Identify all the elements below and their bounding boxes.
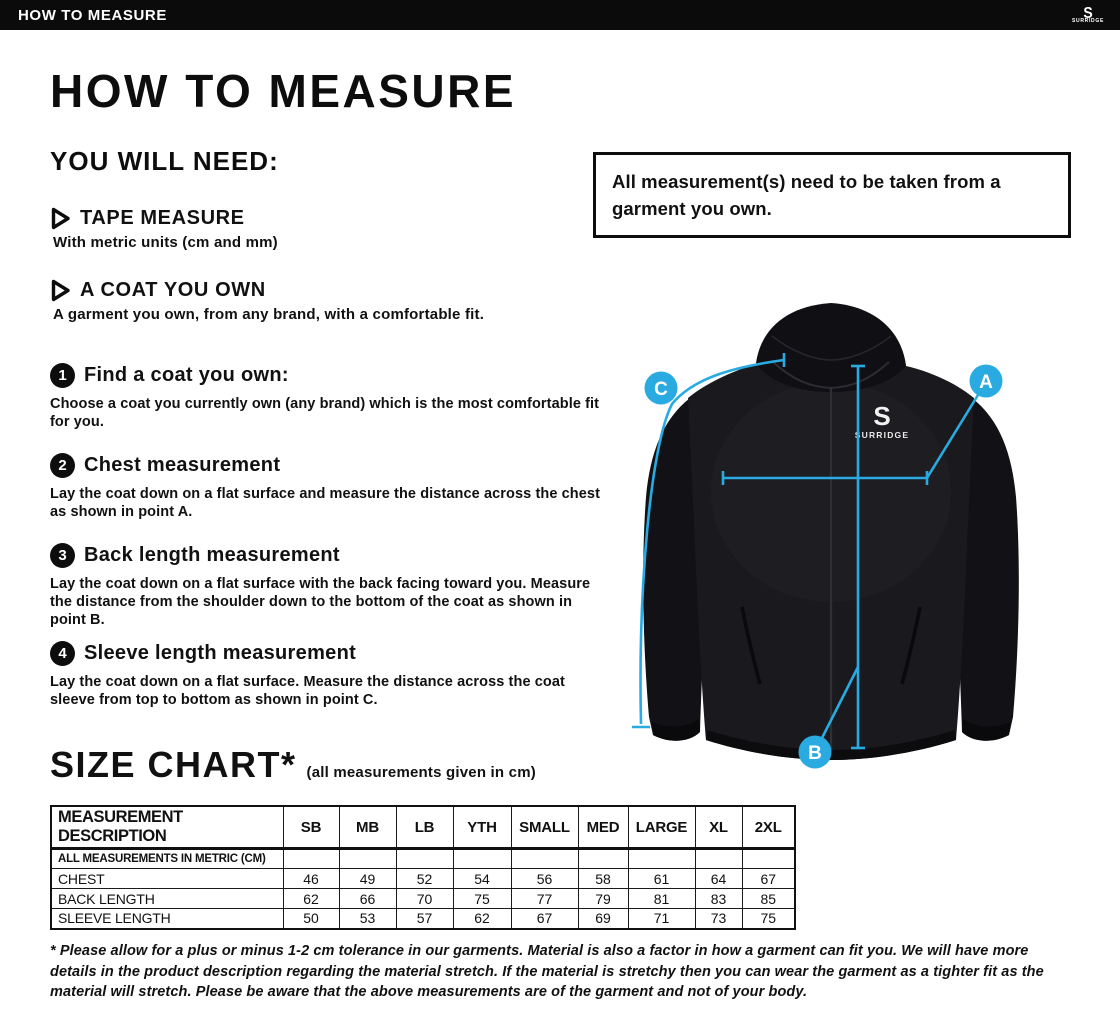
marker-b-badge	[799, 736, 832, 769]
column-header: MEASUREMENT DESCRIPTION	[51, 806, 283, 849]
need-item-tape-measure	[50, 207, 278, 251]
need-item-description: A garment you own, from any brand, with a comfortable fit.	[53, 306, 485, 323]
marker-c-badge	[645, 372, 678, 405]
step-back-length-measurement	[50, 543, 615, 629]
size-chart-table	[50, 805, 796, 930]
value-cell: 58	[578, 869, 628, 889]
step-title: Find a coat you own:	[84, 364, 289, 386]
value-cell: 54	[453, 869, 511, 889]
need-item-description: With metric units (cm and mm)	[53, 234, 278, 251]
value-cell: 67	[742, 869, 795, 889]
column-header: XL	[695, 806, 742, 849]
need-item-title: TAPE MEASURE	[80, 207, 245, 229]
need-item-coat	[50, 279, 484, 323]
value-cell: 81	[628, 889, 695, 909]
step-description: Lay the coat down on a flat surface with the back facing toward you. Measure the distance from the shoulder down to the bottom of the coat as shown in point B.	[50, 576, 591, 628]
you-will-need-heading: YOU WILL NEED:	[50, 146, 279, 176]
step-description: Lay the coat down on a flat surface and measure the distance across the chest as shown in point A.	[50, 486, 601, 520]
column-header: MB	[339, 806, 396, 849]
column-header: 2XL	[742, 806, 795, 849]
tolerance-footnote: * Please allow for a plus or minus 1-2 cm tolerance in our garments. Material is also a factor in how a garment can fit you. We will have more details in the product description regarding the material stretch. If the material is stretchy then you can wear the garment as a tighter fit as the material will stretch. Please be aware that the above measurements are of the garment and not of your body.	[50, 943, 1044, 1000]
top-bar-title: HOW TO MEASURE	[18, 6, 167, 24]
empty-cell	[628, 849, 695, 869]
step-title: Sleeve length measurement	[84, 642, 357, 664]
empty-cell	[283, 849, 339, 869]
value-cell: 71	[628, 909, 695, 929]
table-row-back-length	[51, 889, 795, 909]
surridge-s-icon: S	[1083, 2, 1093, 22]
table-row-chest	[51, 869, 795, 889]
value-cell: 50	[283, 909, 339, 929]
jacket-measurement-diagram	[610, 292, 1030, 772]
table-row-sleeve-length	[51, 909, 795, 929]
empty-cell	[742, 849, 795, 869]
value-cell: 57	[396, 909, 453, 929]
value-cell: 75	[453, 889, 511, 909]
row-label: BACK LENGTH	[51, 889, 283, 909]
size-chart-subtitle: (all measurements given in cm)	[306, 764, 536, 781]
value-cell: 77	[511, 889, 578, 909]
value-cell: 52	[396, 869, 453, 889]
brand-name: SURRIDGE	[1072, 18, 1104, 24]
notice-box	[593, 152, 1071, 238]
triangle-bullet-icon	[50, 279, 71, 302]
value-cell: 79	[578, 889, 628, 909]
brand-logo	[1072, 2, 1104, 24]
top-bar	[0, 0, 1120, 30]
step-description: Choose a coat you currently own (any brand) which is the most comfortable fit for you.	[50, 396, 600, 430]
value-cell: 62	[453, 909, 511, 929]
value-cell: 69	[578, 909, 628, 929]
step-number-badge: 1	[50, 363, 75, 388]
svg-text:S: S	[873, 401, 891, 431]
column-header: LB	[396, 806, 453, 849]
column-header: MED	[578, 806, 628, 849]
step-sleeve-length-measurement	[50, 641, 615, 709]
step-description: Lay the coat down on a flat surface. Measure the distance across the coat sleeve from top to bottom as shown in point C.	[50, 674, 565, 708]
empty-cell	[511, 849, 578, 869]
jacket-hood	[756, 303, 906, 392]
value-cell: 75	[742, 909, 795, 929]
value-cell: 70	[396, 889, 453, 909]
step-find-a-coat	[50, 363, 615, 431]
value-cell: 56	[511, 869, 578, 889]
row-label: SLEEVE LENGTH	[51, 909, 283, 929]
step-title: Back length measurement	[84, 544, 340, 566]
triangle-bullet-icon	[50, 207, 71, 230]
value-cell: 49	[339, 869, 396, 889]
value-cell: 61	[628, 869, 695, 889]
value-cell: 85	[742, 889, 795, 909]
column-header: SMALL	[511, 806, 578, 849]
step-number-badge: 3	[50, 543, 75, 568]
empty-cell	[695, 849, 742, 869]
value-cell: 46	[283, 869, 339, 889]
size-chart-title: SIZE CHART*	[50, 744, 297, 785]
row-label: CHEST	[51, 869, 283, 889]
empty-cell	[339, 849, 396, 869]
step-number-badge: 2	[50, 453, 75, 478]
marker-a-badge	[970, 365, 1003, 398]
value-cell: 66	[339, 889, 396, 909]
empty-cell	[453, 849, 511, 869]
value-cell: 64	[695, 869, 742, 889]
step-title: Chest measurement	[84, 454, 281, 476]
value-cell: 62	[283, 889, 339, 909]
empty-cell	[578, 849, 628, 869]
step-chest-measurement	[50, 453, 615, 521]
column-header: YTH	[453, 806, 511, 849]
value-cell: 67	[511, 909, 578, 929]
value-cell: 53	[339, 909, 396, 929]
svg-text:C: C	[654, 379, 668, 400]
step-number-badge: 4	[50, 641, 75, 666]
svg-text:A: A	[979, 372, 993, 393]
page-title: HOW TO MEASURE	[50, 65, 517, 117]
notice-text: All measurement(s) need to be taken from a garment you own.	[612, 171, 1001, 219]
value-cell: 73	[695, 909, 742, 929]
svg-text:SURRIDGE: SURRIDGE	[854, 430, 910, 440]
column-header: LARGE	[628, 806, 695, 849]
metric-note-row	[51, 849, 795, 869]
metric-note-cell: ALL MEASUREMENTS IN METRIC (CM)	[51, 849, 283, 869]
empty-cell	[396, 849, 453, 869]
column-header: SB	[283, 806, 339, 849]
need-item-title: A COAT YOU OWN	[80, 279, 266, 301]
size-chart-heading-row	[50, 744, 536, 786]
value-cell: 83	[695, 889, 742, 909]
svg-text:B: B	[808, 743, 822, 764]
table-header-row	[51, 806, 795, 849]
